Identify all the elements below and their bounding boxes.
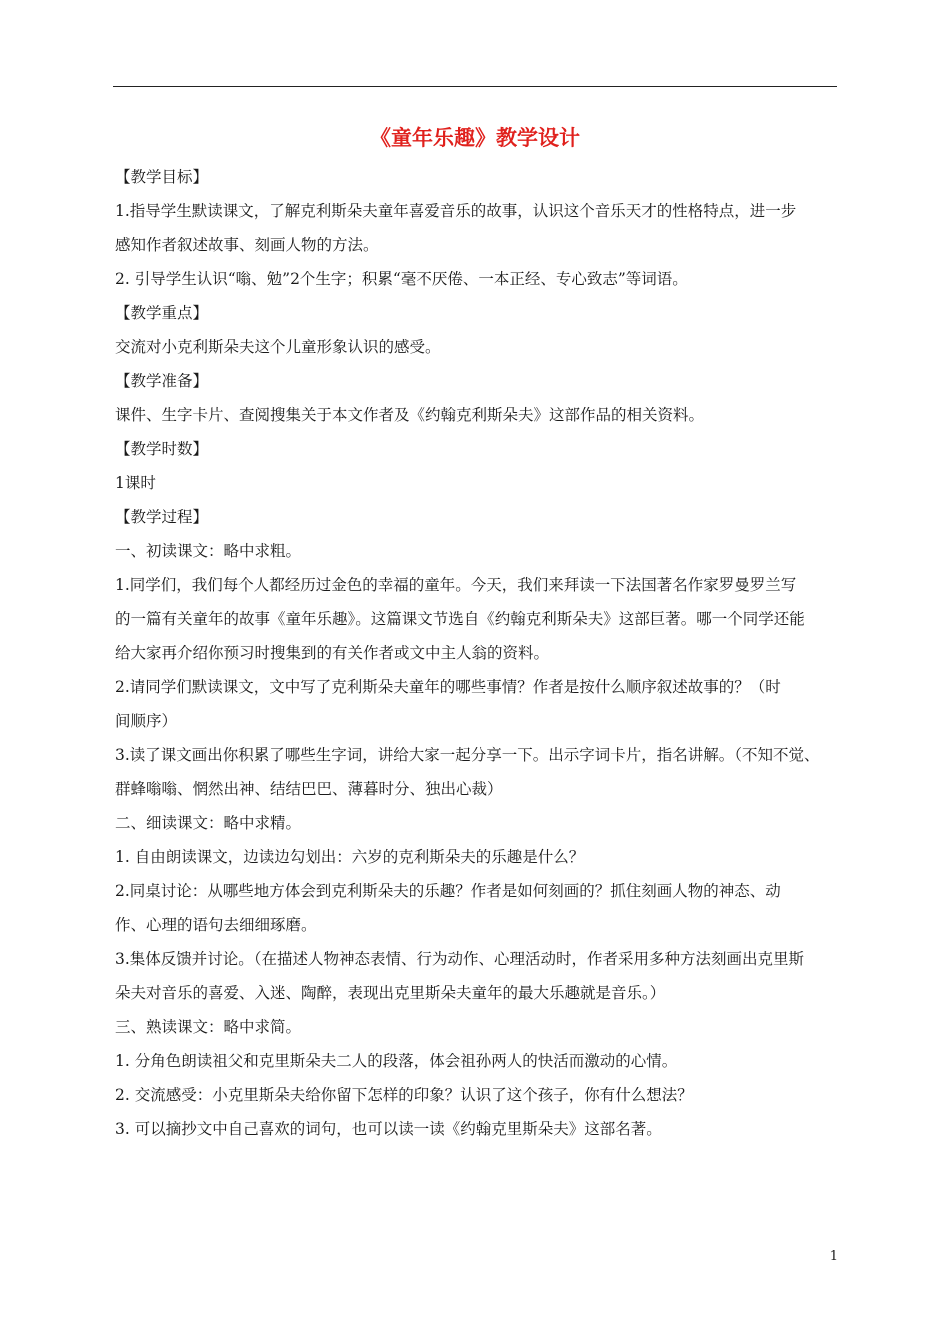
paragraph-line: 3.读了课文画出你积累了哪些生字词，讲给大家一起分享一下。出示字词卡片，指名讲解。（不知不觉、 xyxy=(115,746,820,764)
paragraph-line: 1. 分角色朗读祖父和克里斯朵夫二人的段落，体会祖孙两人的快活而激动的心情。 xyxy=(115,1052,678,1070)
document-title: 《童年乐趣》教学设计 xyxy=(370,125,580,150)
paragraph-line: 交流对小克利斯朵夫这个儿童形象认识的感受。 xyxy=(115,338,441,356)
paragraph-line: 2. 引导学生认识“嗡、勉”2个生字；积累“毫不厌倦、一本正经、专心致志”等词语。 xyxy=(115,270,688,288)
paragraph-line: 感知作者叙述故事、刻画人物的方法。 xyxy=(115,236,379,254)
document-body xyxy=(115,160,850,1146)
subsection-heading: 二、细读课文：略中求精。 xyxy=(115,814,302,832)
page-number: 1 xyxy=(829,1249,838,1264)
paragraph-line: 3. 可以摘抄文中自己喜欢的词句，也可以读一读《约翰克里斯朵夫》这部名著。 xyxy=(115,1120,662,1138)
paragraph-line: 1. 自由朗读课文，边读边勾划出：六岁的克利斯朵夫的乐趣是什么？ xyxy=(115,848,585,866)
paragraph-line: 作、心理的语句去细细琢磨。 xyxy=(115,916,317,934)
section-heading-preparation: 【教学准备】 xyxy=(115,372,209,390)
paragraph-line: 3.集体反馈并讨论。（在描述人物神态表情、行为动作、心理活动时，作者采用多种方法刻画出克里斯 xyxy=(115,950,805,968)
subsection-heading: 三、熟读课文：略中求简。 xyxy=(115,1018,302,1036)
paragraph-line: 朵夫对音乐的喜爱、入迷、陶醉，表现出克里斯朵夫童年的最大乐趣就是音乐。） xyxy=(115,984,666,1002)
paragraph-line: 给大家再介绍你预习时搜集到的有关作者或文中主人翁的资料。 xyxy=(115,644,550,662)
section-heading-objectives: 【教学目标】 xyxy=(115,168,209,186)
section-heading-process: 【教学过程】 xyxy=(115,508,209,526)
paragraph-line: 间顺序） xyxy=(115,712,178,730)
section-heading-hours: 【教学时数】 xyxy=(115,440,209,458)
paragraph-line: 1课时 xyxy=(115,474,156,492)
paragraph-line: 1.同学们，我们每个人都经历过金色的幸福的童年。今天，我们来拜读一下法国著名作家罗曼罗兰写 xyxy=(115,576,797,594)
paragraph-line: 2.同桌讨论：从哪些地方体会到克利斯朵夫的乐趣？作者是如何刻画的？抓住刻画人物的神态、动 xyxy=(115,882,781,900)
paragraph-line: 1.指导学生默读课文，了解克利斯朵夫童年喜爱音乐的故事，认识这个音乐天才的性格特点，进一步 xyxy=(115,202,797,220)
subsection-heading: 一、初读课文：略中求粗。 xyxy=(115,542,302,560)
paragraph-line: 课件、生字卡片、查阅搜集关于本文作者及《约翰克利斯朵夫》这部作品的相关资料。 xyxy=(115,406,705,424)
section-heading-key-points: 【教学重点】 xyxy=(115,304,209,322)
paragraph-line: 群蜂嗡嗡、惘然出神、结结巴巴、薄暮时分、独出心裁） xyxy=(115,780,503,798)
paragraph-line: 2.请同学们默读课文，文中写了克利斯朵夫童年的哪些事情？作者是按什么顺序叙述故事的？（时 xyxy=(115,678,781,696)
header-rule xyxy=(113,86,837,87)
paragraph-line: 2. 交流感受：小克里斯朵夫给你留下怎样的印象？认识了这个孩子，你有什么想法？ xyxy=(115,1086,693,1104)
paragraph-line: 的一篇有关童年的故事《童年乐趣》。这篇课文节选自《约翰克利斯朵夫》这部巨著。哪一个同学还能 xyxy=(115,610,805,628)
